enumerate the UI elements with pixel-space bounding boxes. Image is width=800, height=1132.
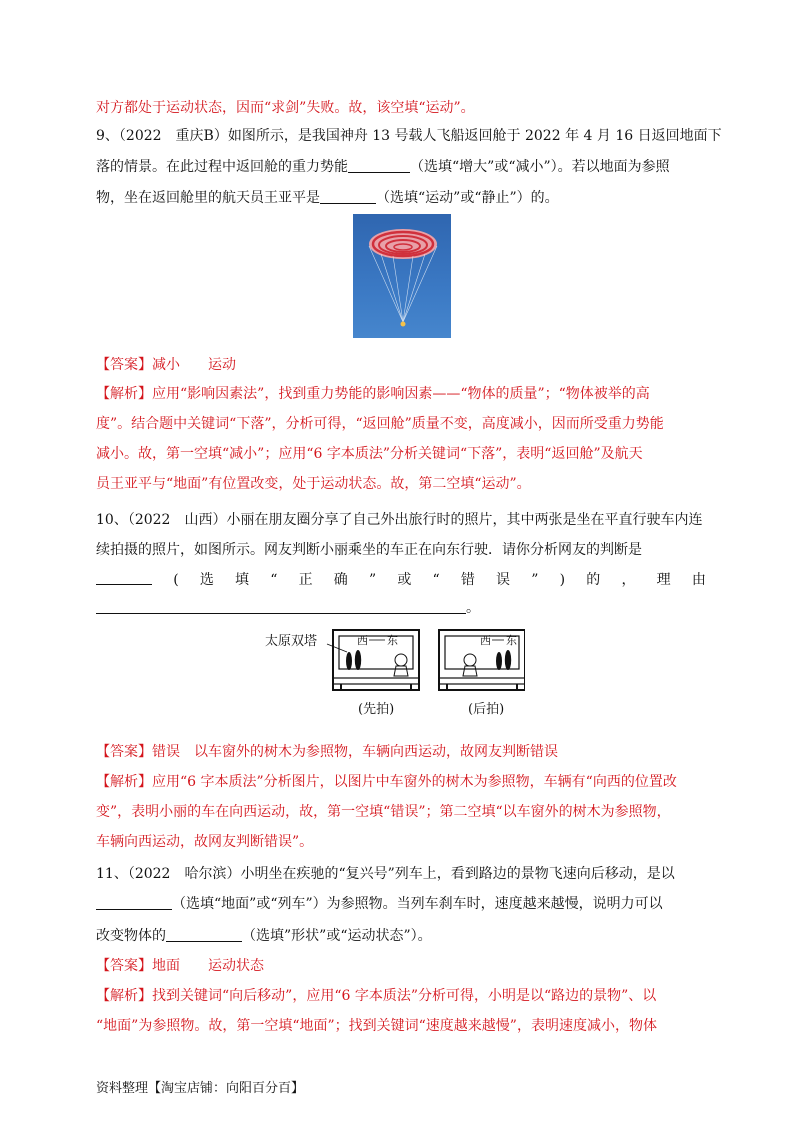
q9-analysis-line-4: 员王亚平与“地面”有位置改变，处于运动状态。故，第二空填“运动”。 [96, 476, 531, 492]
q10-char: ， [621, 572, 636, 588]
q9-question-line-2 [96, 157, 670, 177]
west-label-right: 西 [480, 634, 491, 647]
q10-char: ” [368, 572, 377, 588]
continued-analysis-line: 对方都处于运动状态，因而“求剑”失败。故，该空填“运动”。 [96, 100, 475, 116]
answer-text: 减小 运动 [152, 357, 236, 373]
q10-blank-2 [96, 599, 466, 614]
answer-tag: 【答案】 [96, 357, 152, 373]
q10-analysis-line-3: 车辆向西运动，故网友判断错误”。 [96, 834, 314, 850]
q9-blank-2 [320, 189, 376, 204]
q9-text: 落的情景。在此过程中返回舱的重力势能 [96, 159, 348, 175]
q10-char: “ [270, 572, 278, 588]
q9-analysis-line-1 [96, 384, 650, 404]
q11-analysis-line-2: “地面”为参照物。故，第一空填“地面”；找到关键词“速度越来越慢”，表明速度减小，物体 [96, 1018, 657, 1034]
q10-char: 或 [397, 572, 412, 588]
q11-answer [96, 956, 264, 976]
q9-text: 物，坐在返回舱里的航天员王亚平是 [96, 190, 320, 206]
analysis-tag: 【解析】 [96, 386, 152, 402]
q9-text: （选填“增大”或“减小”）。若以地面为参照 [410, 159, 670, 175]
east-label-right: 东 [506, 634, 517, 647]
analysis-text: 应用“影响因素法”，找到重力势能的影响因素——“物体的质量”；“物体被举的高 [152, 386, 650, 402]
analysis-tag: 【解析】 [96, 774, 152, 790]
q10-blank-1 [96, 570, 152, 585]
q10-char: “ [432, 572, 440, 588]
q9-text: （选填“运动”或“静止”）的。 [376, 190, 559, 206]
q10-spread-line [96, 570, 706, 590]
q9-blank-1 [348, 158, 410, 173]
q9-question-line-1: 9、（2022 重庆B）如图所示，是我国神舟 13 号载人飞船返回舱于 2022 年 4 月 16 日返回地面下 [96, 128, 722, 144]
twin-towers-label: 太原双塔 [265, 634, 318, 649]
q9-analysis-line-2: 度”。结合题中关键词“下落”，分析可得，“返回舱”质量不变，高度减小，因而所受重力势能 [96, 416, 664, 432]
q11-question-line-3 [96, 926, 432, 946]
caption-first-photo: (先拍) [358, 702, 395, 717]
q11-analysis-line-1 [96, 986, 656, 1006]
q11-text: （选填“地面”或“列车”）为参照物。当列车刹车时，速度越来越慢，说明力可以 [172, 896, 663, 912]
q11-text: 改变物体的 [96, 928, 166, 944]
parachute-photo [353, 214, 451, 338]
q10-char: 正 [298, 572, 313, 588]
q10-char: 填 [235, 572, 250, 588]
answer-text: 错误 以车窗外的树木为参照物，车辆向西运动，故网友判断错误 [152, 744, 558, 760]
q10-char: 理 [656, 572, 671, 588]
q10-char: ( [173, 572, 179, 588]
q11-question-line-2 [96, 894, 663, 914]
parachute-image [353, 214, 451, 338]
analysis-text: 应用“6 字本质法”分析图片，以图片中车窗外的树木为参照物，车辆有“向西的位置改 [152, 774, 677, 790]
analysis-tag: 【解析】 [96, 988, 152, 1004]
q11-blank-2 [166, 927, 242, 942]
q10-analysis-line-1 [96, 772, 677, 792]
answer-text: 地面 运动状态 [152, 958, 264, 974]
q11-question-line-1: 11、（2022 哈尔滨）小明坐在疾驰的“复兴号”列车上，看到路边的景物飞速向后移动，是以 [96, 866, 675, 882]
q10-char: 误 [496, 572, 511, 588]
q10-char: 的 [586, 572, 601, 588]
q10-char: ” [531, 572, 539, 588]
q11-blank-1 [96, 895, 172, 910]
east-label-left: 东 [387, 634, 398, 647]
caption-second-photo: (后拍) [468, 702, 505, 717]
page-footer: 资料整理【淘宝店铺：向阳百分百】 [96, 1081, 305, 1096]
analysis-text: 找到关键词“向后移动”，应用“6 字本质法”分析可得，小明是以“路边的景物”、以 [152, 988, 657, 1004]
q10-question-line-4 [96, 598, 480, 618]
q10-char: 由 [691, 572, 706, 588]
answer-tag: 【答案】 [96, 744, 152, 760]
answer-tag: 【答案】 [96, 958, 152, 974]
q9-analysis-line-3: 减小。故，第一空填“减小”；应用“6 字本质法”分析关键词“下落”，表明“返回舱”及航天 [96, 446, 643, 462]
q10-char: 选 [199, 572, 214, 588]
q10-text: 。 [466, 600, 480, 616]
q10-question-line-3 [96, 570, 706, 590]
q10-analysis-line-2: 变”，表明小丽的车在向西运动，故，第一空填“错误”；第二空填“以车窗外的树木为参照物， [96, 804, 671, 820]
q10-answer [96, 742, 558, 762]
q9-answer [96, 355, 236, 375]
q10-question-line-1: 10、（2022 山西）小丽在朋友圈分享了自己外出旅行时的照片，其中两张是坐在平直行驶车内连 [96, 512, 703, 528]
q10-char: 错 [460, 572, 475, 588]
q10-char: 确 [333, 572, 348, 588]
q10-question-line-2: 续拍摄的照片，如图所示。网友判断小丽乘坐的车正在向东行驶．请你分析网友的判断是 [96, 542, 642, 558]
q11-text: （选填”形状”或“运动状态”）。 [242, 928, 432, 944]
q10-char: ) [559, 572, 566, 588]
q9-question-line-3 [96, 188, 559, 208]
west-label-left: 西 [357, 634, 368, 647]
